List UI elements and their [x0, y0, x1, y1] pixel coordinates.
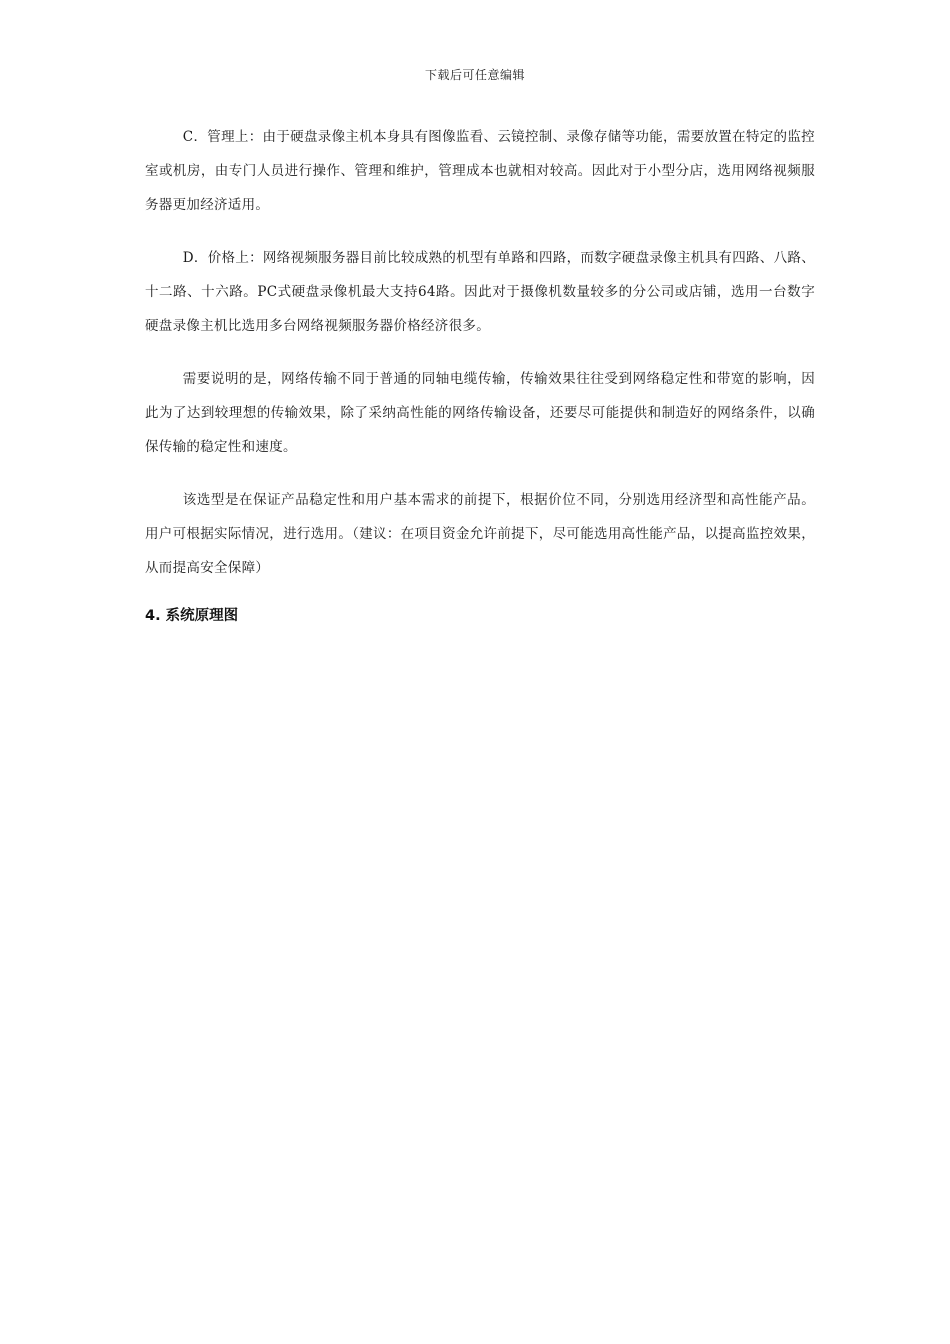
section-heading: 4. 系统原理图	[145, 608, 239, 624]
paragraph-management: C．管理上：由于硬盘录像主机本身具有图像监看、云镜控制、录像存储等功能，需要放置在特定的监控室或机房，由专门人员进行操作、管理和维护，管理成本也就相对较高。因此对于小型分店，选用网络视频服务器更加经济适用。	[145, 129, 815, 213]
paragraph-network-note: 需要说明的是，网络传输不同于普通的同轴电缆传输，传输效果往往受到网络稳定性和带宽的影响，因此为了达到较理想的传输效果，除了采纳高性能的网络传输设备，还要尽可能提供和制造好的网络条件，以确保传输的稳定性和速度。	[145, 371, 815, 455]
document-body	[145, 120, 815, 628]
paragraph-price: D．价格上：网络视频服务器目前比较成熟的机型有单路和四路，而数字硬盘录像主机具有四路、八路、十二路、十六路。PC式硬盘录像机最大支持64路。因此对于摄像机数量较多的分公司或店铺，选用一台数字硬盘录像主机比选用多台网络视频服务器价格经济很多。	[145, 250, 815, 334]
header-note: 下载后可任意编辑	[424, 68, 525, 82]
paragraph-selection: 该选型是在保证产品稳定性和用户基本需求的前提下，根据价位不同，分别选用经济型和高性能产品。用户可根据实际情况，进行选用。（建议：在项目资金允许前提下，尽可能选用高性能产品，以提高监控效果，从而提高安全保障）	[145, 492, 815, 576]
